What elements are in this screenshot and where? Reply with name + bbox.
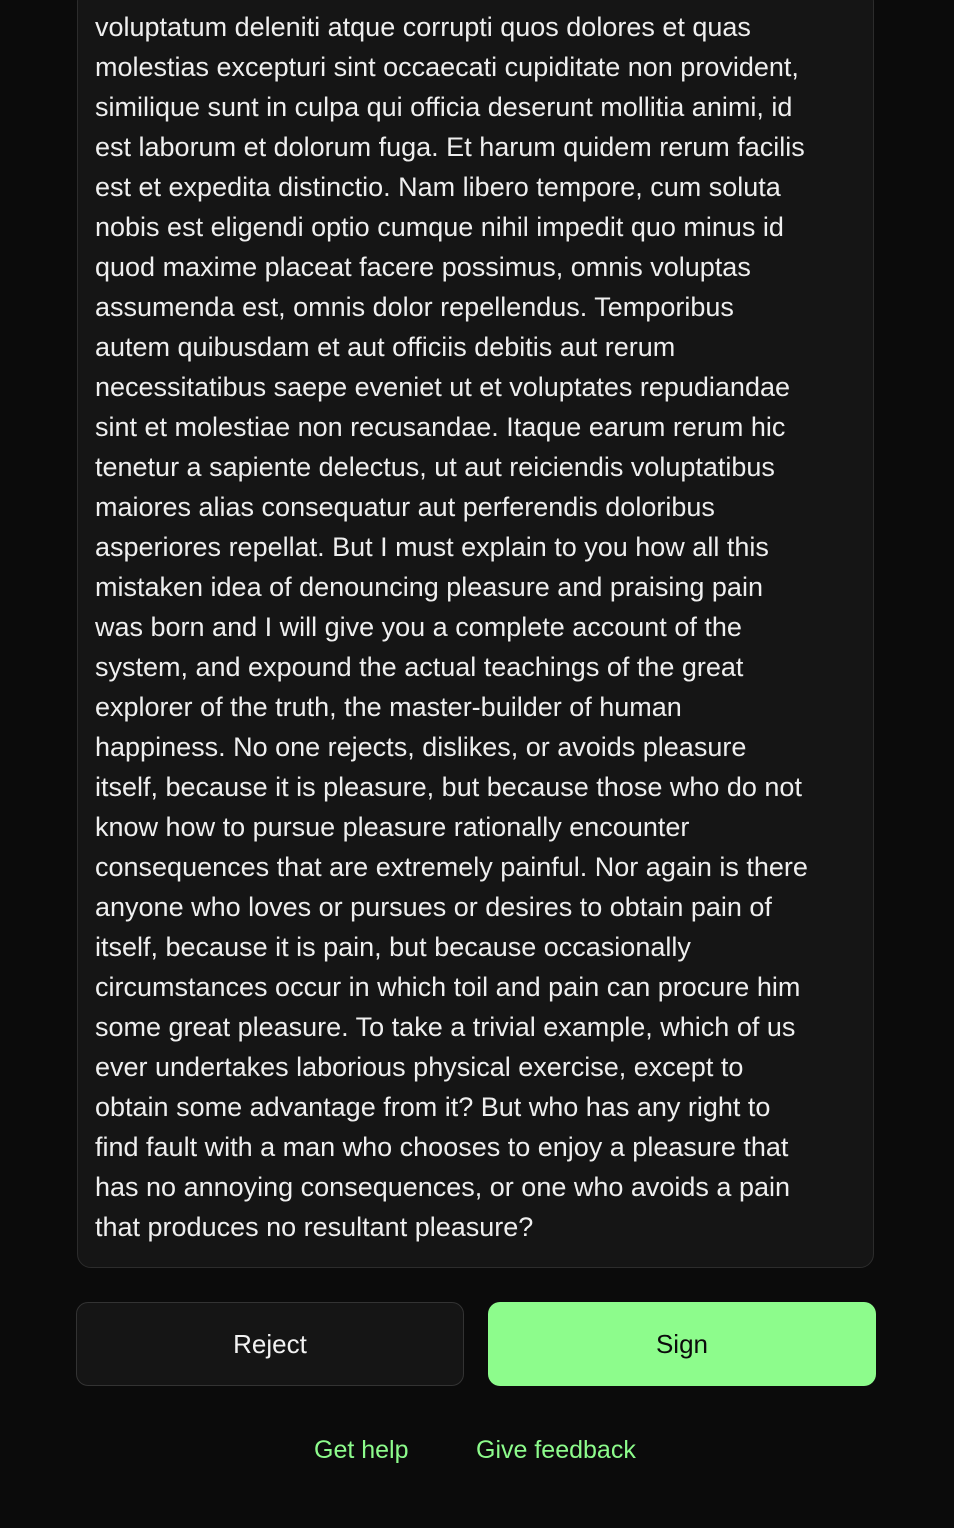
message-line: tenetur a sapiente delectus, ut aut reiciendis voluptatibus — [95, 452, 775, 482]
give-feedback-link[interactable]: Give feedback — [476, 1436, 636, 1464]
message-line: itself, because it is pain, but because occasionally — [95, 932, 691, 962]
message-line: asperiores repellat. But I must explain to you how all this — [95, 532, 769, 562]
reject-button-label: Reject — [233, 1328, 307, 1359]
message-line: was born and I will give you a complete account of the — [95, 612, 742, 642]
message-line: est laborum et dolorum fuga. Et harum quidem rerum facilis — [95, 132, 805, 162]
message-line: circumstances occur in which toil and pain can procure him — [95, 972, 801, 1002]
message-line: consequences that are extremely painful. Nor again is there — [95, 852, 808, 882]
reject-button[interactable] — [76, 1302, 464, 1386]
message-line: obtain some advantage from it? But who has any right to — [95, 1092, 771, 1122]
message-line: that produces no resultant pleasure? — [95, 1212, 534, 1242]
message-line: happiness. No one rejects, dislikes, or avoids pleasure — [95, 732, 747, 762]
message-panel[interactable] — [77, 0, 874, 1268]
message-line: system, and expound the actual teachings of the great — [95, 652, 744, 682]
message-line: know how to pursue pleasure rationally encounter — [95, 812, 690, 842]
message-line: assumenda est, omnis dolor repellendus. Temporibus — [95, 292, 734, 322]
message-line: anyone who loves or pursues or desires to obtain pain of — [95, 892, 772, 922]
message-line: mistaken idea of denouncing pleasure and praising pain — [95, 572, 763, 602]
message-line: find fault with a man who chooses to enjoy a pleasure that — [95, 1132, 789, 1162]
message-line: ever undertakes laborious physical exercise, except to — [95, 1052, 744, 1082]
footer-links — [0, 1436, 954, 1472]
message-line: quod maxime placeat facere possimus, omnis voluptas — [95, 252, 751, 282]
message-line: maiores alias consequatur aut perferendis doloribus — [95, 492, 715, 522]
message-line: some great pleasure. To take a trivial example, which of us — [95, 1012, 796, 1042]
message-line: sint et molestiae non recusandae. Itaque earum rerum hic — [95, 412, 786, 442]
get-help-link[interactable]: Get help — [314, 1436, 409, 1464]
message-line: molestias excepturi sint occaecati cupiditate non provident, — [95, 52, 799, 82]
message-line: est et expedita distinctio. Nam libero tempore, cum soluta — [95, 172, 781, 202]
message-line: similique sunt in culpa qui officia deserunt mollitia animi, id — [95, 92, 793, 122]
message-line: explorer of the truth, the master-builder of human — [95, 692, 682, 722]
message-text — [95, 7, 865, 1247]
message-line: autem quibusdam et aut officiis debitis aut rerum — [95, 332, 676, 362]
message-line: itself, because it is pleasure, but because those who do not — [95, 772, 802, 802]
message-line: necessitatibus saepe eveniet ut et voluptates repudiandae — [95, 372, 790, 402]
message-line: voluptatum deleniti atque corrupti quos dolores et quas — [95, 12, 751, 42]
message-line: nobis est eligendi optio cumque nihil impedit quo minus id — [95, 212, 784, 242]
sign-button-label: Sign — [655, 1328, 709, 1359]
sign-button[interactable] — [488, 1302, 876, 1386]
message-line: has no annoying consequences, or one who avoids a pain — [95, 1172, 790, 1202]
